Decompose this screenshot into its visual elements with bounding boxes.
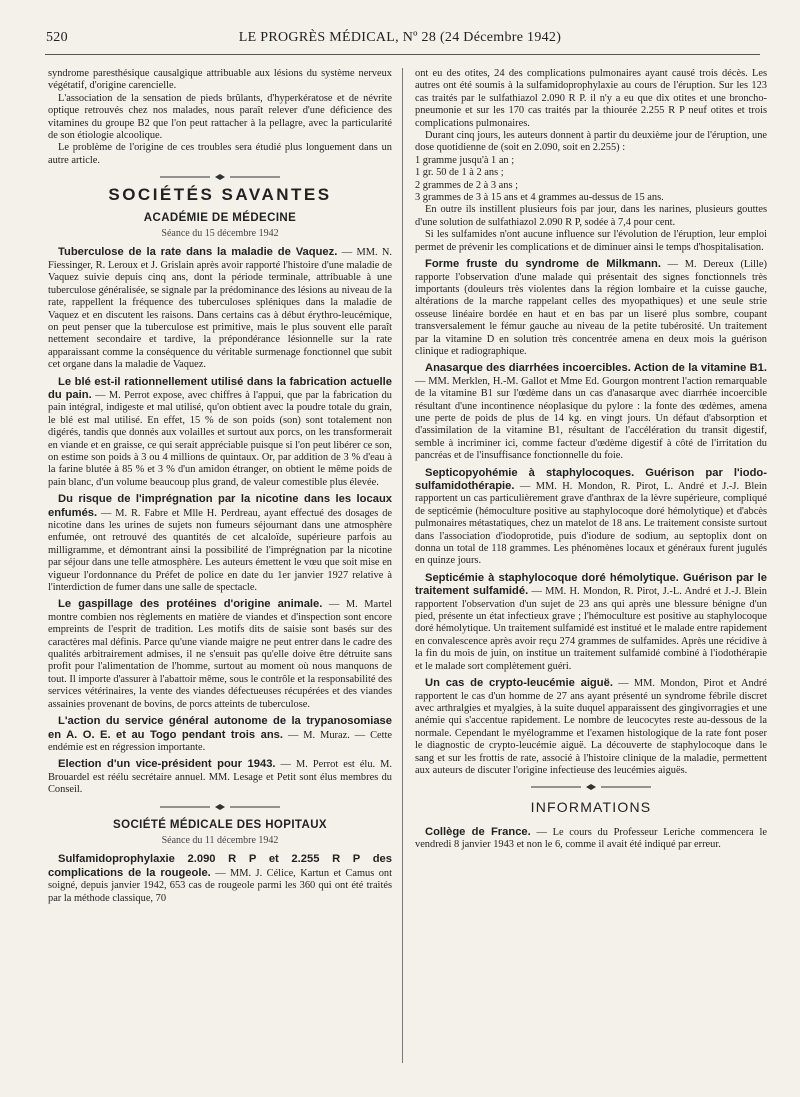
article-title: Sulfamidoprophylaxie 2.090 R P et 2.255 R P des complications de la rougeole. (48, 853, 392, 879)
section-title: SOCIÉTÉS SAVANTES (108, 185, 332, 205)
article-entry (48, 758, 392, 796)
article-body: — M. Perrot est élu. M. Brouardel est réélu secrétaire annuel. MM. Lesage et Petit sont élus membres du Conseil. (48, 759, 392, 796)
article-entry (48, 715, 392, 754)
article-body: — MM. N. Fiessinger, R. Leroux et J. Grislain après avoir rapporté l'histoire d'une maladie de Vaquez suivie depuis cinq ans, dont la période terminale, attribuable à une tuberculose généralisée, se signale par la prédominance des lésions au niveau de la rate, rappellent la fréquence des tuberculoses spléniques dans la maladie de Vaquez et en discutent les raisons. Dans certains cas à début érythro-leucémique, on peut penser que la tuberculose est primitive, mais le plus souvent elle paraît nettement secondaire et tardive, la prépondérance lésionnelle sur la rate apparaissant comme la conséquence du véritable surmenage fonctionnel que subit cet organe dans la maladie de Vaquez. (48, 247, 392, 371)
article-entry (415, 258, 767, 358)
intro-paragraph: syndrome paresthésique causalgique attribuable aux lésions du système nerveux végétatif, d'origine carencielle. (48, 68, 392, 92)
paragraph: En outre ils instillent plusieurs fois par jour, dans les narines, plusieurs gouttes d'une solution de sulfathiazol 2.090 R P, sodée à 7,4 pour cent. (415, 204, 767, 228)
seance-date: Séance du 15 décembre 1942 (161, 228, 279, 240)
info-entry (415, 826, 767, 852)
article-title: Un cas de crypto-leucémie aiguë. (425, 677, 613, 690)
article-title: L'action du service général autonome de la trypanosomiase en A. O. E. et au Togo pendant trois ans. (48, 715, 392, 741)
article-entry (415, 677, 767, 777)
intro-paragraph: Le problème de l'origine de ces troubles sera étudié plus longuement dans un autre article. (48, 142, 392, 166)
article-title: Anasarque des diarrhées incoercibles. Action de la vitamine B1. (425, 362, 767, 375)
article-title: Le gaspillage des protéines d'origine animale. (58, 598, 323, 611)
article-body: — MM. Mondon, Pirot et André rapportent le cas d'un homme de 27 ans ayant présenté un syndrome fébrile discret avec arthralgies et myalgies, à la suite duquel apparaissent des gingivorragies et une anémie qui s'accentue rapidement. Le nombre de leucocytes reste au-dessous de la normale. Cependant le myélogramme et l'examen histologique de la rate font poser le diagnostic de crypto-leucémie aiguë. La découverte de staphylocoque dans le sang et sur les frottis de rate, associé à l'histoire clinique de la maladie, permettent aux auteurs de discuter l'origine infectieuse des leucémies aiguës. (415, 678, 767, 776)
dosage-item: 3 grammes de 3 à 15 ans et 4 grammes au-dessus de 15 ans. (415, 192, 664, 204)
right-column (415, 68, 767, 852)
article-body: — MM. H. Mondon, R. Pirot, L. André et J.-J. Blein rapportent un cas particulièrement grave d'anthrax de la lèvre supérieure, compliqué de septicémie (hémoculture positive au staphylocoque doré hémolytique) et d'abcès pulmonaires métastatiques, chez un matelot de 18 ans. Le traitement consiste surtout dans l'association d'iodoprotide, puis d'iodure de sodium, au septoplix dont on donna un total de 118 grammes. Les phénomènes locaux et généraux furent jugulés en quinze jours. (415, 481, 767, 567)
article-entry (48, 376, 392, 490)
article-title: Du risque de l'imprégnation par la nicotine dans les locaux enfumés. (48, 493, 392, 519)
article-title: Tuberculose de la rate dans la maladie de Vaquez. (58, 246, 338, 259)
society-title: ACADÉMIE DE MÉDECINE (143, 211, 297, 224)
article-title: Septicopyohémie à staphylocoques. Guérison par l'iodo-sulfamidothérapie. (415, 466, 767, 492)
article-body: — M. Perrot expose, avec chiffres à l'appui, que par la fabrication du pain intégral, indigeste et mal utilisé, qu'on obtient avec la poudre totale du grain, le blé est mal utilisé. En effet, 15 % de son poids (son) sont totalement non digérés, tandis que donnés aux volailles et surtout aux porcs, on les transformerait en viande et en graisse, ce qui serait appréciable puisque si l'on peut libérer ce son, on estime son poids à 3 ou 4 millions de quintaux. Or, par addition de 3 % d'eau à la farine blutée à 85 % et 3 % d'un amidon étranger, on obtient le même poids de pain blanc, d'un volume beaucoup plus grand, de valeur comestible plus élevée. (48, 389, 392, 488)
dosage-item: 1 gr. 50 de 1 à 2 ans ; (415, 167, 504, 179)
dosage-list (415, 155, 767, 205)
article-title: Forme fruste du syndrome de Milkmann. (425, 258, 662, 271)
info-lead: Collège de France. (425, 825, 531, 838)
page-number: 520 (46, 30, 68, 45)
article-entry (48, 493, 392, 594)
society-title: SOCIÉTÉ MÉDICALE DES HOPITAUX (113, 818, 327, 831)
header-rule (45, 54, 760, 55)
article-body: — MM. Merklen, H.-M. Gallot et Mme Ed. Gourgon montrent l'action remarquable de la vitamine B1 sur l'œdème dans un cas d'anasarque avec diarrhée incoercible résultant d'une incontinence néoplasique du pylore : la fonte des œdèmes, amena une perte de poids de plus de 14 kg. en vingt jours. Un défaut d'absorption et d'assimilation de la vitamine B1, résultant de l'accélération du transit digestif, semble à incriminer ici, comme facteur d'œdème digestif à côté de l'irritation du pancréas et de l'insuffisance fonctionnelle du foie. (415, 375, 767, 462)
article-body: — M. Muraz. — Cette endémie est en régression importante. (48, 729, 393, 753)
article-entry (415, 362, 767, 462)
seance-date: Séance du 11 décembre 1942 (161, 834, 279, 846)
article-entry (48, 598, 392, 711)
ornament-divider (160, 173, 280, 181)
article-body: — M. R. Fabre et Mlle H. Perdreau, ayant effectué des dosages de nicotine dans les urines de sujets non fumeurs séjournant dans une atmosphère enfumée, ont retrouvé des quantités de cet alcaloïde, supérieure parfois au milligramme, et démontrant ainsi la possibilité de l'imprégnation par la nicotine par séjour dans une telle atmosphère. Les auteurs émettent le vœu que soit mise en vigueur l'ordonnance du Préfet de police en date du 1er janvier 1927 relative à l'interdiction de fumer dans une salle de spectacle. (48, 507, 392, 594)
column-divider (402, 68, 403, 1063)
article-body: — M. Martel montre combien nos règlements en matière de viandes et d'inspection sont encore empreints de l'esprit de tradition. Les motifs dits de saisie sont basés sur des caractères mal définis. Parce qu'une viande maigre ne peut entrer dans le cadre des qualités arbitrairement admises, il ne s'ensuit pas qu'elle doive être détruite sans profit pour l'alimentation de l'homme, surtout au moment où nous manquons de tout. Il importe d'assurer à l'abattoir même, sous le contrôle et la responsabilité des services vétérinaires, la vente des viandes défectueuses récupérées et des viandes assainies provenant de bovins, de porcs atteints de tuberculose. (48, 599, 392, 710)
running-title: LE PROGRÈS MÉDICAL, Nº 28 (24 Décembre 1942) (238, 30, 562, 45)
article-title: Election d'un vice-président pour 1943. (58, 758, 276, 771)
article-entry (415, 467, 767, 568)
section-title: INFORMATIONS (530, 799, 652, 816)
ornament-divider (160, 803, 280, 811)
article-entry (415, 572, 767, 673)
article-body: — M. Dereux (Lille) rapporte l'observation d'une malade qui présentait des signes fonctionnels très importants (douleurs très violentes dans la région lombaire et la cuisse gauche, altérations de la marche rappelant celles des myopathiques) et une seule strie osseuse linéaire bordée en haut et en bas par un liseré plus sombre, coupant transversalement le fémur gauche au niveau de la petite tubérosité. Un traitement par la vitamine D en solution très concentrée amena en deux mois la guérison clinique et radiographique. (415, 259, 767, 357)
article-title: Septicémie à staphylocoque doré hémolytique. Guérison par le traitement sulfamidé. (415, 571, 767, 598)
continued-paragraph: ont eu des otites, 24 des complications pulmonaires ayant causé trois décès. Les autres ont été soumis à la sulfamidoprophylaxie au cours de l'éruption. Sur les 123 cas traités par le sulfathiazol 2.090 R P. il n'y a eu que dix otites et une broncho-pneumonie et sur les 170 cas traités par la thiourée 2.255 R P neuf otites et trois complications pulmonaires. (415, 68, 767, 129)
paragraph: Si les sulfamides n'ont aucune influence sur l'évolution de l'éruption, leur emploi permet de prévenir les complications et de diminuer ainsi le temps d'hospitalisation. (415, 229, 767, 253)
article-title: Le blé est-il rationnellement utilisé dans la fabrication actuelle du pain. (48, 375, 392, 401)
intro-paragraph: L'association de la sensation de pieds brûlants, d'hyperkératose et de névrite optique retrouvés chez nos malades, nous paraît relever d'une déficience des vitamines du groupe B2 que l'on peut rattacher à la pellagre, avec la particularité de son étiologie alcoolique. (48, 92, 392, 142)
left-column (48, 68, 392, 905)
dosage-item: 2 grammes de 2 à 3 ans ; (415, 179, 519, 191)
running-header (40, 30, 760, 52)
article-entry (48, 246, 392, 371)
info-body: — Le cours du Professeur Leriche commencera le vendredi 8 janvier 1943 et non le 6, comme il avait été indiqué par erreur. (415, 826, 767, 851)
article-body: — MM. J. Célice, Kartun et Camus ont soigné, depuis janvier 1942, 653 cas de rougeole parmi les 360 qui ont été traités par la méthode classique, 70 (48, 867, 392, 904)
dosage-item: 1 gramme jusqu'à 1 an ; (415, 154, 515, 166)
article-body: — MM. H. Mondon, R. Pirot, J.-L. André et J.-J. Blein rapportent l'observation d'un sujet de 23 ans qui après une blessure bénigne d'un pied, présente un état infectieux grave ; l'hémoculture est positive au staphylocoque doré hémolytique. Un traitement sulfamidé est institué et le malade entre rapidement en convalescence après avoir reçu 274 grammes de sulfamides. Après une récidive à la fin du mois de juin, on institue un traitement sulfamidé combiné à l'iodothérapie et le malade sort complètement guéri. (415, 586, 768, 672)
article-entry (48, 853, 392, 905)
paragraph: Durant cinq jours, les auteurs donnent à partir du deuxième jour de l'éruption, une dose quotidienne de (soit en 2.090, soit en 2.255) : (415, 130, 767, 154)
ornament-divider (531, 783, 651, 791)
